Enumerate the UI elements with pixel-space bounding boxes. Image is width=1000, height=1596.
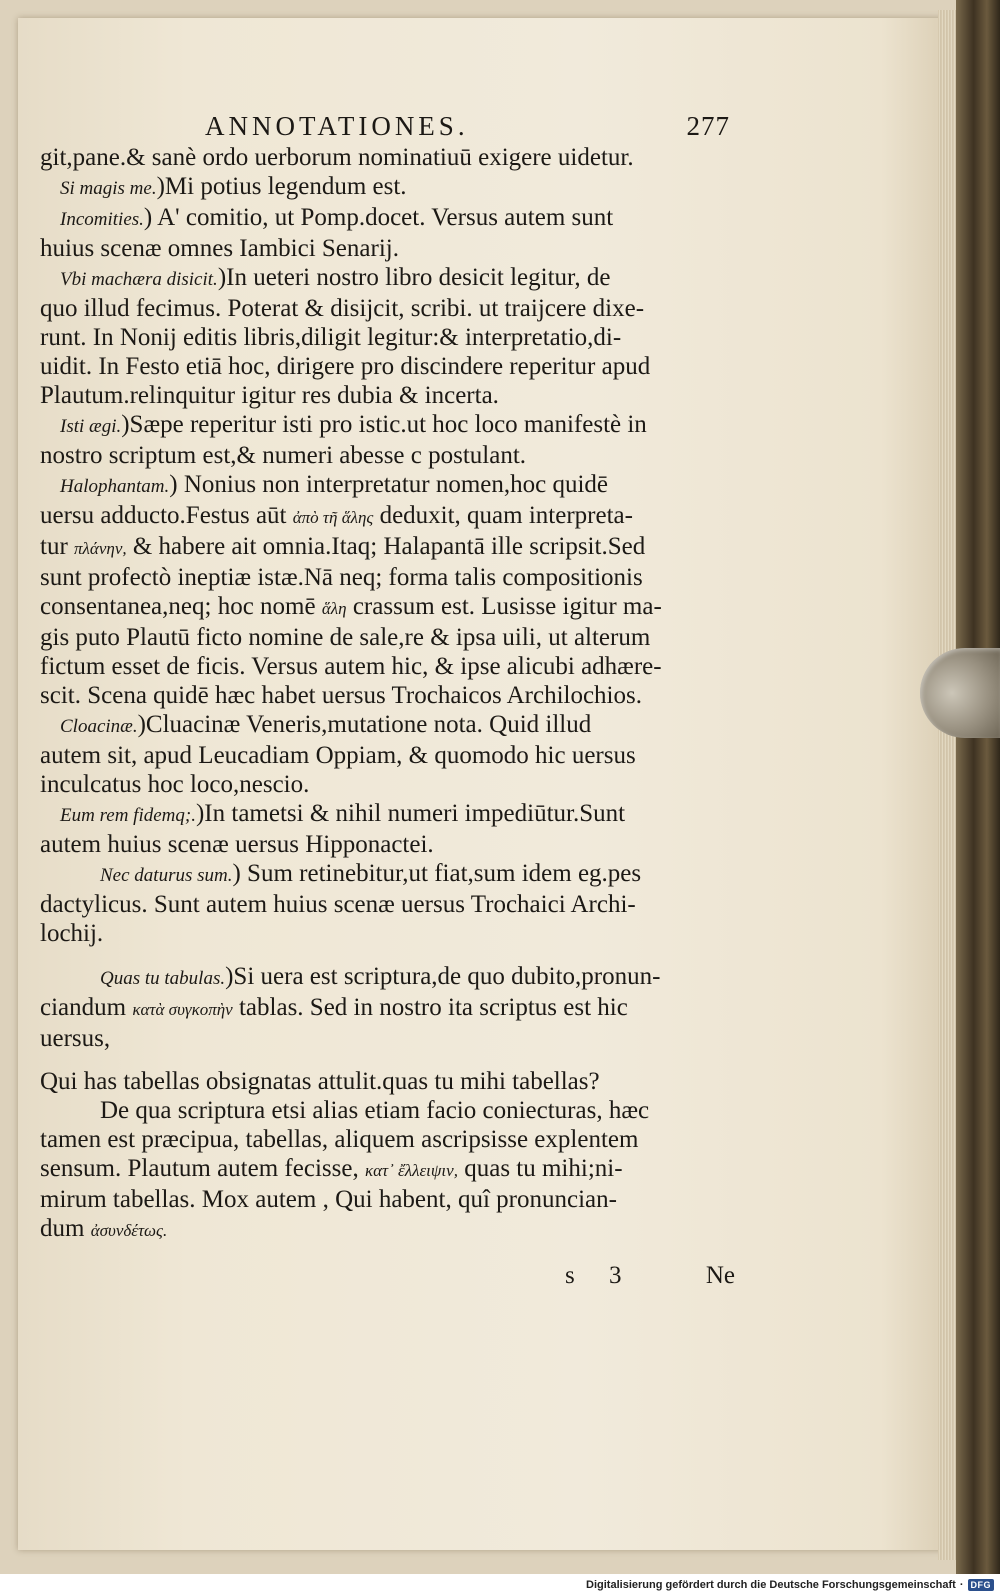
line-text-continued: & habere ait omnia.Itaq; Halapantā ille scripsit.Sed [132,533,646,560]
line-text: uidit. In Festo etiā hoc, dirigere pro discindere reperitur apud [40,353,651,380]
text-line [40,172,730,203]
line-text: )Mi potius legendum est. [156,173,407,200]
text-line [40,830,730,859]
line-text: runt. In Nonij editis libris,diligit legitur:& interpretatio,di- [40,324,622,351]
running-header [205,112,730,141]
body-lines [40,143,730,1245]
line-text: )Si uera est scriptura,de quo dubito,pronun- [225,963,661,990]
line-text: lochij. [40,920,104,947]
greek-phrase: κατὰ συγκοπὴν [132,1000,233,1019]
text-line [40,962,730,993]
clasp-icon [920,648,1000,738]
line-text: )In tametsi & nihil numeri impediūtur.Sunt [195,800,626,827]
line-text: uersus, [40,1025,111,1052]
line-text-continued: deduxit, quam interpreta- [379,502,633,529]
line-text: quo illud fecimus. Poterat & disijcit, scribi. ut traijcere dixe- [40,295,645,322]
catchword: Ne [705,1262,735,1289]
line-text: )In ueteri nostro libro desicit legitur, de [217,264,611,291]
line-text: autem huius scenæ uersus Hipponactei. [40,831,434,858]
lemma: Quas tu tabulas. [100,968,226,989]
greek-phrase: κατ᾽ ἔλλειψιν, [364,1161,458,1180]
lemma: Eum rem fidemq;. [60,805,196,826]
dfg-logo-icon: DFG [968,1579,995,1591]
text-line [40,294,730,323]
line-text: tamen est præcipua, tabellas, aliquem ascripsisse explentem [40,1126,639,1153]
text-line [40,710,730,741]
text-line [40,1067,730,1096]
text-line [40,470,730,501]
book-spine [956,0,1000,1574]
text-line [40,1096,730,1125]
line-text: nostro scriptum est,& numeri abesse c postulant. [40,442,527,469]
lemma: Vbi machæra disicit. [60,269,218,290]
credit-text: Digitalisierung gefördert durch die Deutsche Forschungsgemeinschaft [586,1579,956,1591]
text-line [40,623,730,652]
text-line [40,652,730,681]
text-line [40,681,730,710]
text-line [40,1154,730,1185]
line-text: sunt profectò ineptiæ istæ.Nā neq; forma talis compositionis [40,564,643,591]
lemma: Halophantam. [60,476,170,497]
text-line [40,323,730,352]
text-line [40,234,730,263]
greek-phrase: ἅλη [321,599,347,618]
line-text: ) A' comitio, ut Pomp.docet. Versus autem sunt [143,204,614,231]
line-text: Plautum.relinquitur igitur res dubia & incerta. [40,382,499,409]
line-text: dactylicus. Sunt autem huius scenæ uersus Trochaici Archi- [40,891,636,918]
lemma: Incomities. [60,209,144,230]
text-line [40,263,730,294]
page-number: 277 [686,111,730,141]
greek-phrase: πλάνην, [74,539,127,558]
text-line [40,1214,730,1245]
line-text: mirum tabellas. Mox autem , Qui habent, quî pronuncian- [40,1186,617,1213]
page-footer [565,1262,735,1290]
page-text [40,112,730,1245]
lemma: Isti ægi. [60,416,122,437]
line-text: De qua scriptura etsi alias etiam facio coniecturas, hæc [100,1097,650,1124]
greek-phrase: ἀπὸ τῆ ἅλης [292,508,374,527]
running-title: ANNOTATIONES. [205,111,469,141]
text-line [40,1125,730,1154]
line-text: autem sit, apud Leucadiam Oppiam, & quomodo hic uersus [40,742,636,769]
text-line [40,859,730,890]
line-text: huius scenæ omnes Iambici Senarij. [40,235,399,262]
line-text: inculcatus hoc loco,nescio. [40,771,310,798]
line-text-continued: tablas. Sed in nostro ita scriptus est hic [238,994,628,1021]
lemma: Cloacinæ. [60,716,138,737]
text-line [40,143,730,172]
text-line [40,799,730,830]
text-line [40,890,730,919]
text-line [40,501,730,532]
text-line [40,441,730,470]
line-text: consentanea,neq; hoc nomē [40,593,316,620]
line-text-continued: crassum est. Lusisse igitur ma- [352,593,662,620]
line-text: scit. Scena quidē hæc habet uersus Trochaicos Archilochios. [40,682,642,709]
text-line [40,352,730,381]
line-text: )Cluacinæ Veneris,mutatione nota. Quid illud [137,711,592,738]
text-line [40,563,730,592]
text-line [40,919,730,948]
line-text: ) Nonius non interpretatur nomen,hoc quidē [169,471,609,498]
signature-mark: s 3 [565,1262,622,1289]
line-text: dum [40,1215,85,1242]
text-line [40,1185,730,1214]
line-text-continued: quas tu mihi;ni- [464,1155,623,1182]
lemma: Nec daturus sum. [100,865,233,886]
line-text: sensum. Plautum autem fecisse, [40,1155,359,1182]
line-text: ) Sum retinebitur,ut fiat,sum idem eg.pes [232,860,642,887]
text-line [40,592,730,623]
line-text: Qui has tabellas obsignatas attulit.quas tu mihi tabellas? [40,1068,600,1095]
text-line [40,410,730,441]
line-text: gis puto Plautū ficto nomine de sale,re & ipsa uili, ut alterum [40,624,651,651]
text-line [40,1024,730,1053]
line-text: )Sæpe reperitur isti pro istic.ut hoc loco manifestè in [121,411,647,438]
line-text: uersu adducto.Festus aūt [40,502,287,529]
text-line [40,381,730,410]
page-edges [938,10,956,1560]
text-line [40,993,730,1024]
text-line [40,741,730,770]
line-text: tur [40,533,68,560]
lemma: Si magis me. [60,178,157,199]
text-line [40,770,730,799]
text-line [40,203,730,234]
greek-phrase: ἀσυνδέτως. [90,1221,168,1240]
text-line [40,532,730,563]
digitization-credit: Digitalisierung gefördert durch die Deutsche Forschungsgemeinschaft · DFG [586,1576,994,1594]
line-text: fictum esset de ficis. Versus autem hic, & ipse alicubi adhære- [40,653,662,680]
line-text: git,pane.& sanè ordo uerborum nominatiuū exigere uidetur. [40,144,634,171]
line-text: ciandum [40,994,127,1021]
